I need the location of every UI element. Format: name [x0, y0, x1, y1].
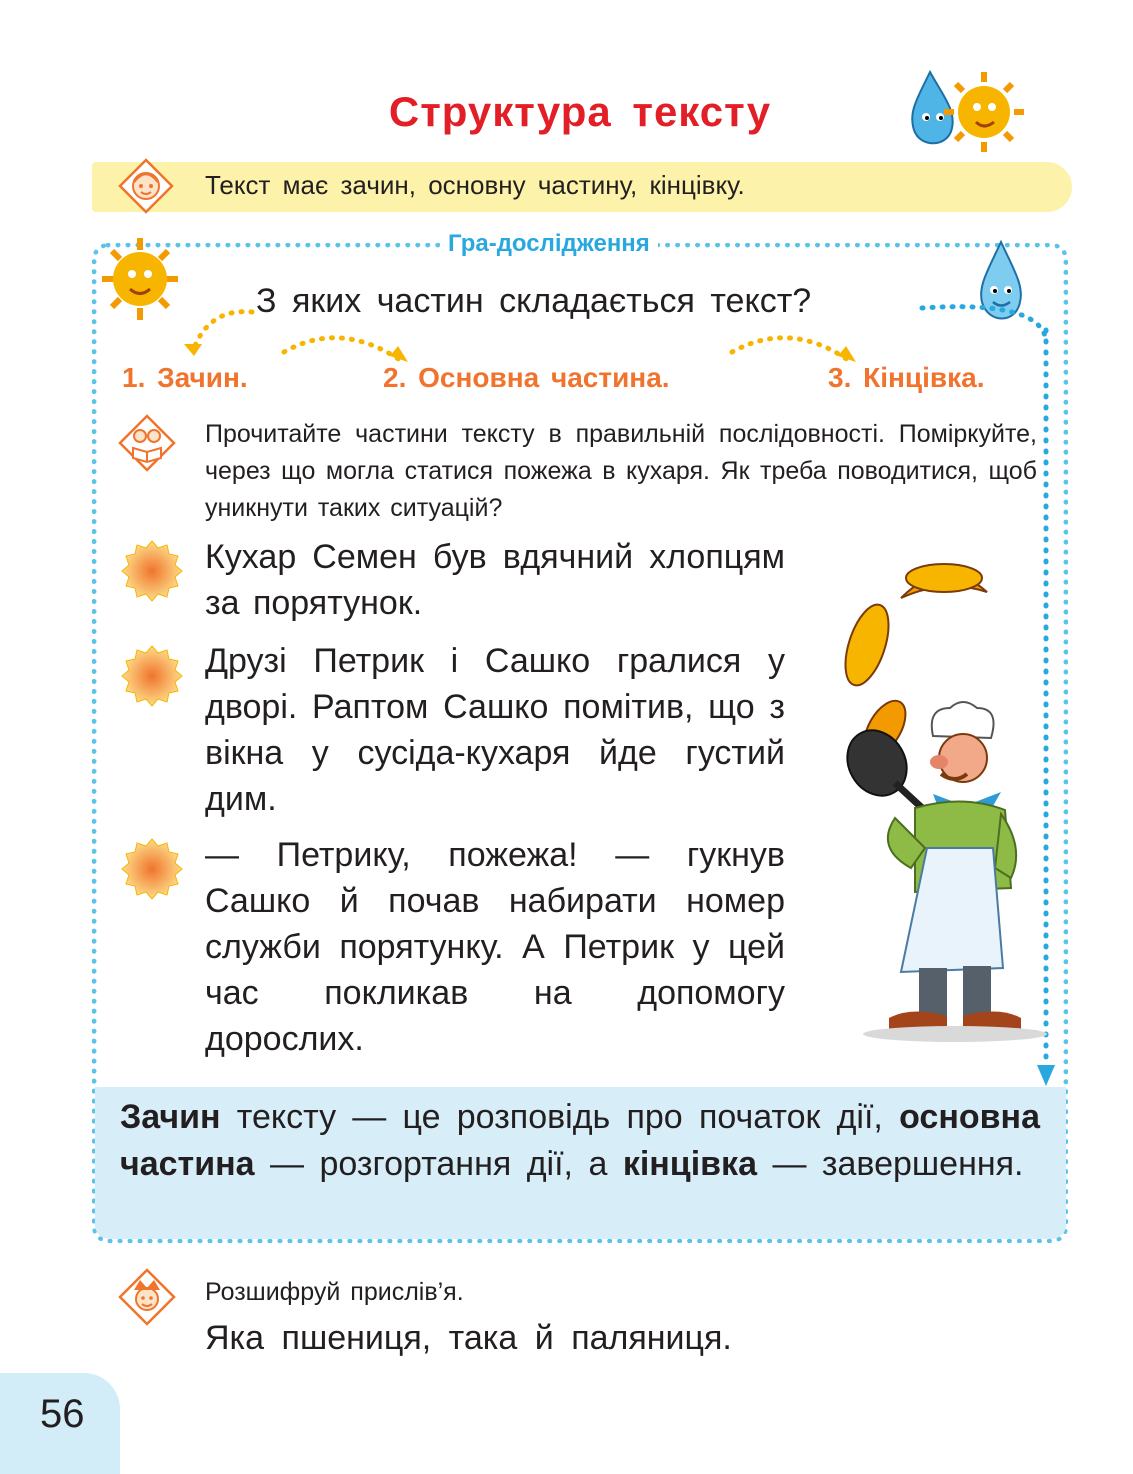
proverb-text: Яка пшениця, така й паляниця. — [205, 1319, 732, 1357]
story-paragraph: Кухар Семен був вдячний хлопцям за порятунок. — [205, 538, 785, 622]
conclusion-fragment: — розгортання дії, а — [254, 1145, 623, 1183]
story-paragraph: — Петрику, пожежа! — гукнув Сашко й почав набирати номер служби порятунку. А Петрик у цей час покликав на допомогу дорослих. — [205, 836, 785, 1058]
study-label: Гра-дослідження — [440, 230, 658, 258]
page-number: 56 — [40, 1392, 85, 1436]
conclusion-fragment: тексту — це розповідь про початок дії, — [220, 1098, 900, 1136]
sun-bullet-icon — [121, 838, 183, 900]
part-label-beginning: 1. Зачин. — [122, 362, 248, 393]
sun-bullet-icon — [121, 645, 183, 707]
term-main-part: основна частина — [120, 1098, 1040, 1183]
sun-mascot-icon — [100, 236, 180, 322]
term-beginning: Зачин — [120, 1098, 221, 1136]
cook-pancakes-illustration — [815, 548, 1035, 1048]
instruction-text: Прочитайте частини тексту в правильній послідовності. Поміркуйте, через що могла статися пожежа в кухаря. Як треба поводитися, щоб уникнути таких ситуацій? — [205, 420, 1037, 522]
conclusion-text — [120, 1094, 1040, 1188]
term-ending: кінцівка — [622, 1145, 757, 1183]
proverb-instruction: Розшифруй прислів’я. — [205, 1278, 464, 1306]
sun-bullet-icon — [121, 540, 183, 602]
sun-drop-mascot-icon — [900, 62, 1030, 157]
rule-text: Текст має зачин, основну частину, кінцівку. — [205, 170, 745, 200]
part-label-ending: 3. Кінцівка. — [828, 362, 985, 393]
part-label-main: 2. Основна частина. — [383, 362, 670, 393]
story-paragraph: Друзі Петрик і Сашко гралися у дворі. Раптом Сашко помітив, що з вікна у сусіда-кухаря йде густий дим. — [205, 642, 785, 818]
thinking-face-icon — [118, 158, 174, 214]
reading-children-icon — [118, 414, 176, 472]
page-title: Структура тексту — [388, 88, 772, 135]
question-text: З яких частин складається текст? — [256, 282, 812, 320]
jester-face-icon — [118, 1268, 176, 1326]
conclusion-fragment: — завершення. — [757, 1145, 1024, 1183]
down-arrow-icon — [1036, 330, 1056, 1090]
